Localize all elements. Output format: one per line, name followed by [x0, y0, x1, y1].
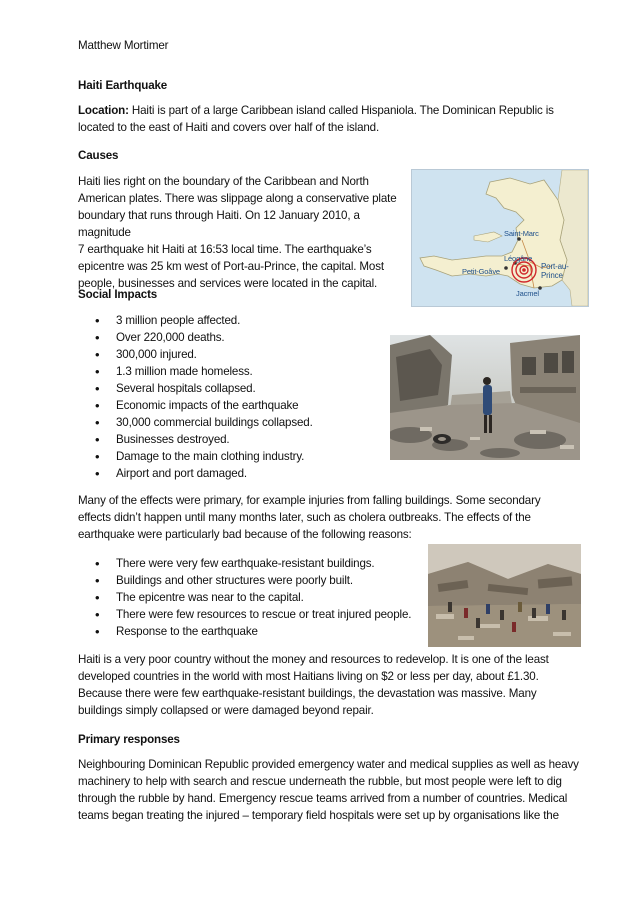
map-label-jacmel: Jacmel: [516, 289, 539, 298]
list-item: • There were very few earthquake-resistant buildings.: [78, 555, 411, 572]
primary-responses-line: teams began treating the injured – temporary field hospitals were set up by organisations like the: [78, 809, 559, 822]
author-name: Matthew Mortimer: [78, 39, 169, 52]
street-photo-graphic: [390, 335, 580, 460]
effects-line: earthquake were particularly bad because of the following reasons:: [78, 528, 412, 541]
list-item: • The epicentre was near to the capital.: [78, 589, 411, 606]
location-text-line1: Haiti is part of a large Caribbean island called Hispaniola. The Dominican Republic is: [131, 104, 554, 117]
haiti-map-graphic: [412, 170, 588, 306]
map-label-port-au-prince-1: Port-au-: [541, 262, 569, 271]
social-impacts-heading: Social Impacts: [78, 288, 158, 301]
causes-line: Haiti lies right on the boundary of the Caribbean and North: [78, 175, 369, 188]
location-label: Location:: [78, 104, 129, 117]
map-label-leogane: Léogâne: [504, 254, 533, 263]
list-item: • Damage to the main clothing industry.: [78, 448, 313, 465]
effects-line: Many of the effects were primary, for example injuries from falling buildings. Some secondary: [78, 494, 541, 507]
list-item: • Airport and port damaged.: [78, 465, 313, 482]
causes-paragraph: [78, 173, 408, 292]
causes-line: people, businesses and services were located in the capital.: [78, 277, 378, 290]
location-text-line2: located to the east of Haiti and covers over half of the island.: [78, 121, 380, 134]
poverty-line: Because there were few earthquake-resistant buildings, the devastation was massive. Many: [78, 687, 537, 700]
primary-responses-paragraph: [78, 756, 579, 824]
social-impacts-list: [78, 312, 313, 482]
list-item: • Buildings and other structures were poorly built.: [78, 572, 411, 589]
primary-responses-line: through the rubble by hand. Emergency rescue teams arrived from a number of countries. Medical: [78, 792, 568, 805]
location-paragraph: [78, 102, 554, 136]
list-item: • 300,000 injured.: [78, 346, 313, 363]
effects-line: effects didn’t happen until many months later, such as cholera outbreaks. The effects of the: [78, 511, 531, 524]
list-item: • 3 million people affected.: [78, 312, 313, 329]
list-item: • 1.3 million made homeless.: [78, 363, 313, 380]
map-label-saint-marc: Saint-Marc: [504, 229, 539, 238]
poverty-line: buildings simply collapsed or were damaged beyond repair.: [78, 704, 374, 717]
causes-line: 7 earthquake hit Haiti at 16:53 local time. The earthquake’s: [78, 243, 372, 256]
list-item: • Several hospitals collapsed.: [78, 380, 313, 397]
page-title: Haiti Earthquake: [78, 79, 168, 92]
list-item: • Over 220,000 deaths.: [78, 329, 313, 346]
list-item: • There were few resources to rescue or treat injured people.: [78, 606, 411, 623]
collapsed-photo-graphic: [428, 544, 581, 647]
list-item: • 30,000 commercial buildings collapsed.: [78, 414, 313, 431]
poverty-line: Haiti is a very poor country without the money and resources to redevelop. It is one of the least: [78, 653, 549, 666]
list-item: • Businesses destroyed.: [78, 431, 313, 448]
poverty-line: developed countries in the world with most Haitians living on $2 or less per day, about £1.30.: [78, 670, 539, 683]
effects-paragraph: [78, 492, 540, 543]
causes-line: American plates. There was slippage along a conservative plate: [78, 192, 397, 205]
earthquake-street-photo: [390, 335, 580, 460]
primary-responses-line: machinery to help with search and rescue underneath the rubble, but most people were left to dig: [78, 775, 562, 788]
primary-responses-heading: Primary responses: [78, 733, 180, 746]
causes-line: boundary that runs through Haiti. On 12 January 2010, a magnitude: [78, 209, 360, 239]
list-item: • Economic impacts of the earthquake: [78, 397, 313, 414]
list-item: • Response to the earthquake: [78, 623, 411, 640]
reasons-list: [78, 555, 411, 640]
primary-responses-line: Neighbouring Dominican Republic provided emergency water and medical supplies as well as heavy: [78, 758, 579, 771]
haiti-map: [411, 169, 589, 307]
causes-line: epicentre was 25 km west of Port-au-Prince, the capital. Most: [78, 260, 384, 273]
map-label-petit-goave: Petit-Goâve: [462, 267, 500, 276]
map-label-port-au-prince-2: Prince: [541, 271, 563, 280]
poverty-paragraph: [78, 651, 549, 719]
collapsed-buildings-photo: [428, 544, 581, 647]
causes-heading: Causes: [78, 149, 119, 162]
